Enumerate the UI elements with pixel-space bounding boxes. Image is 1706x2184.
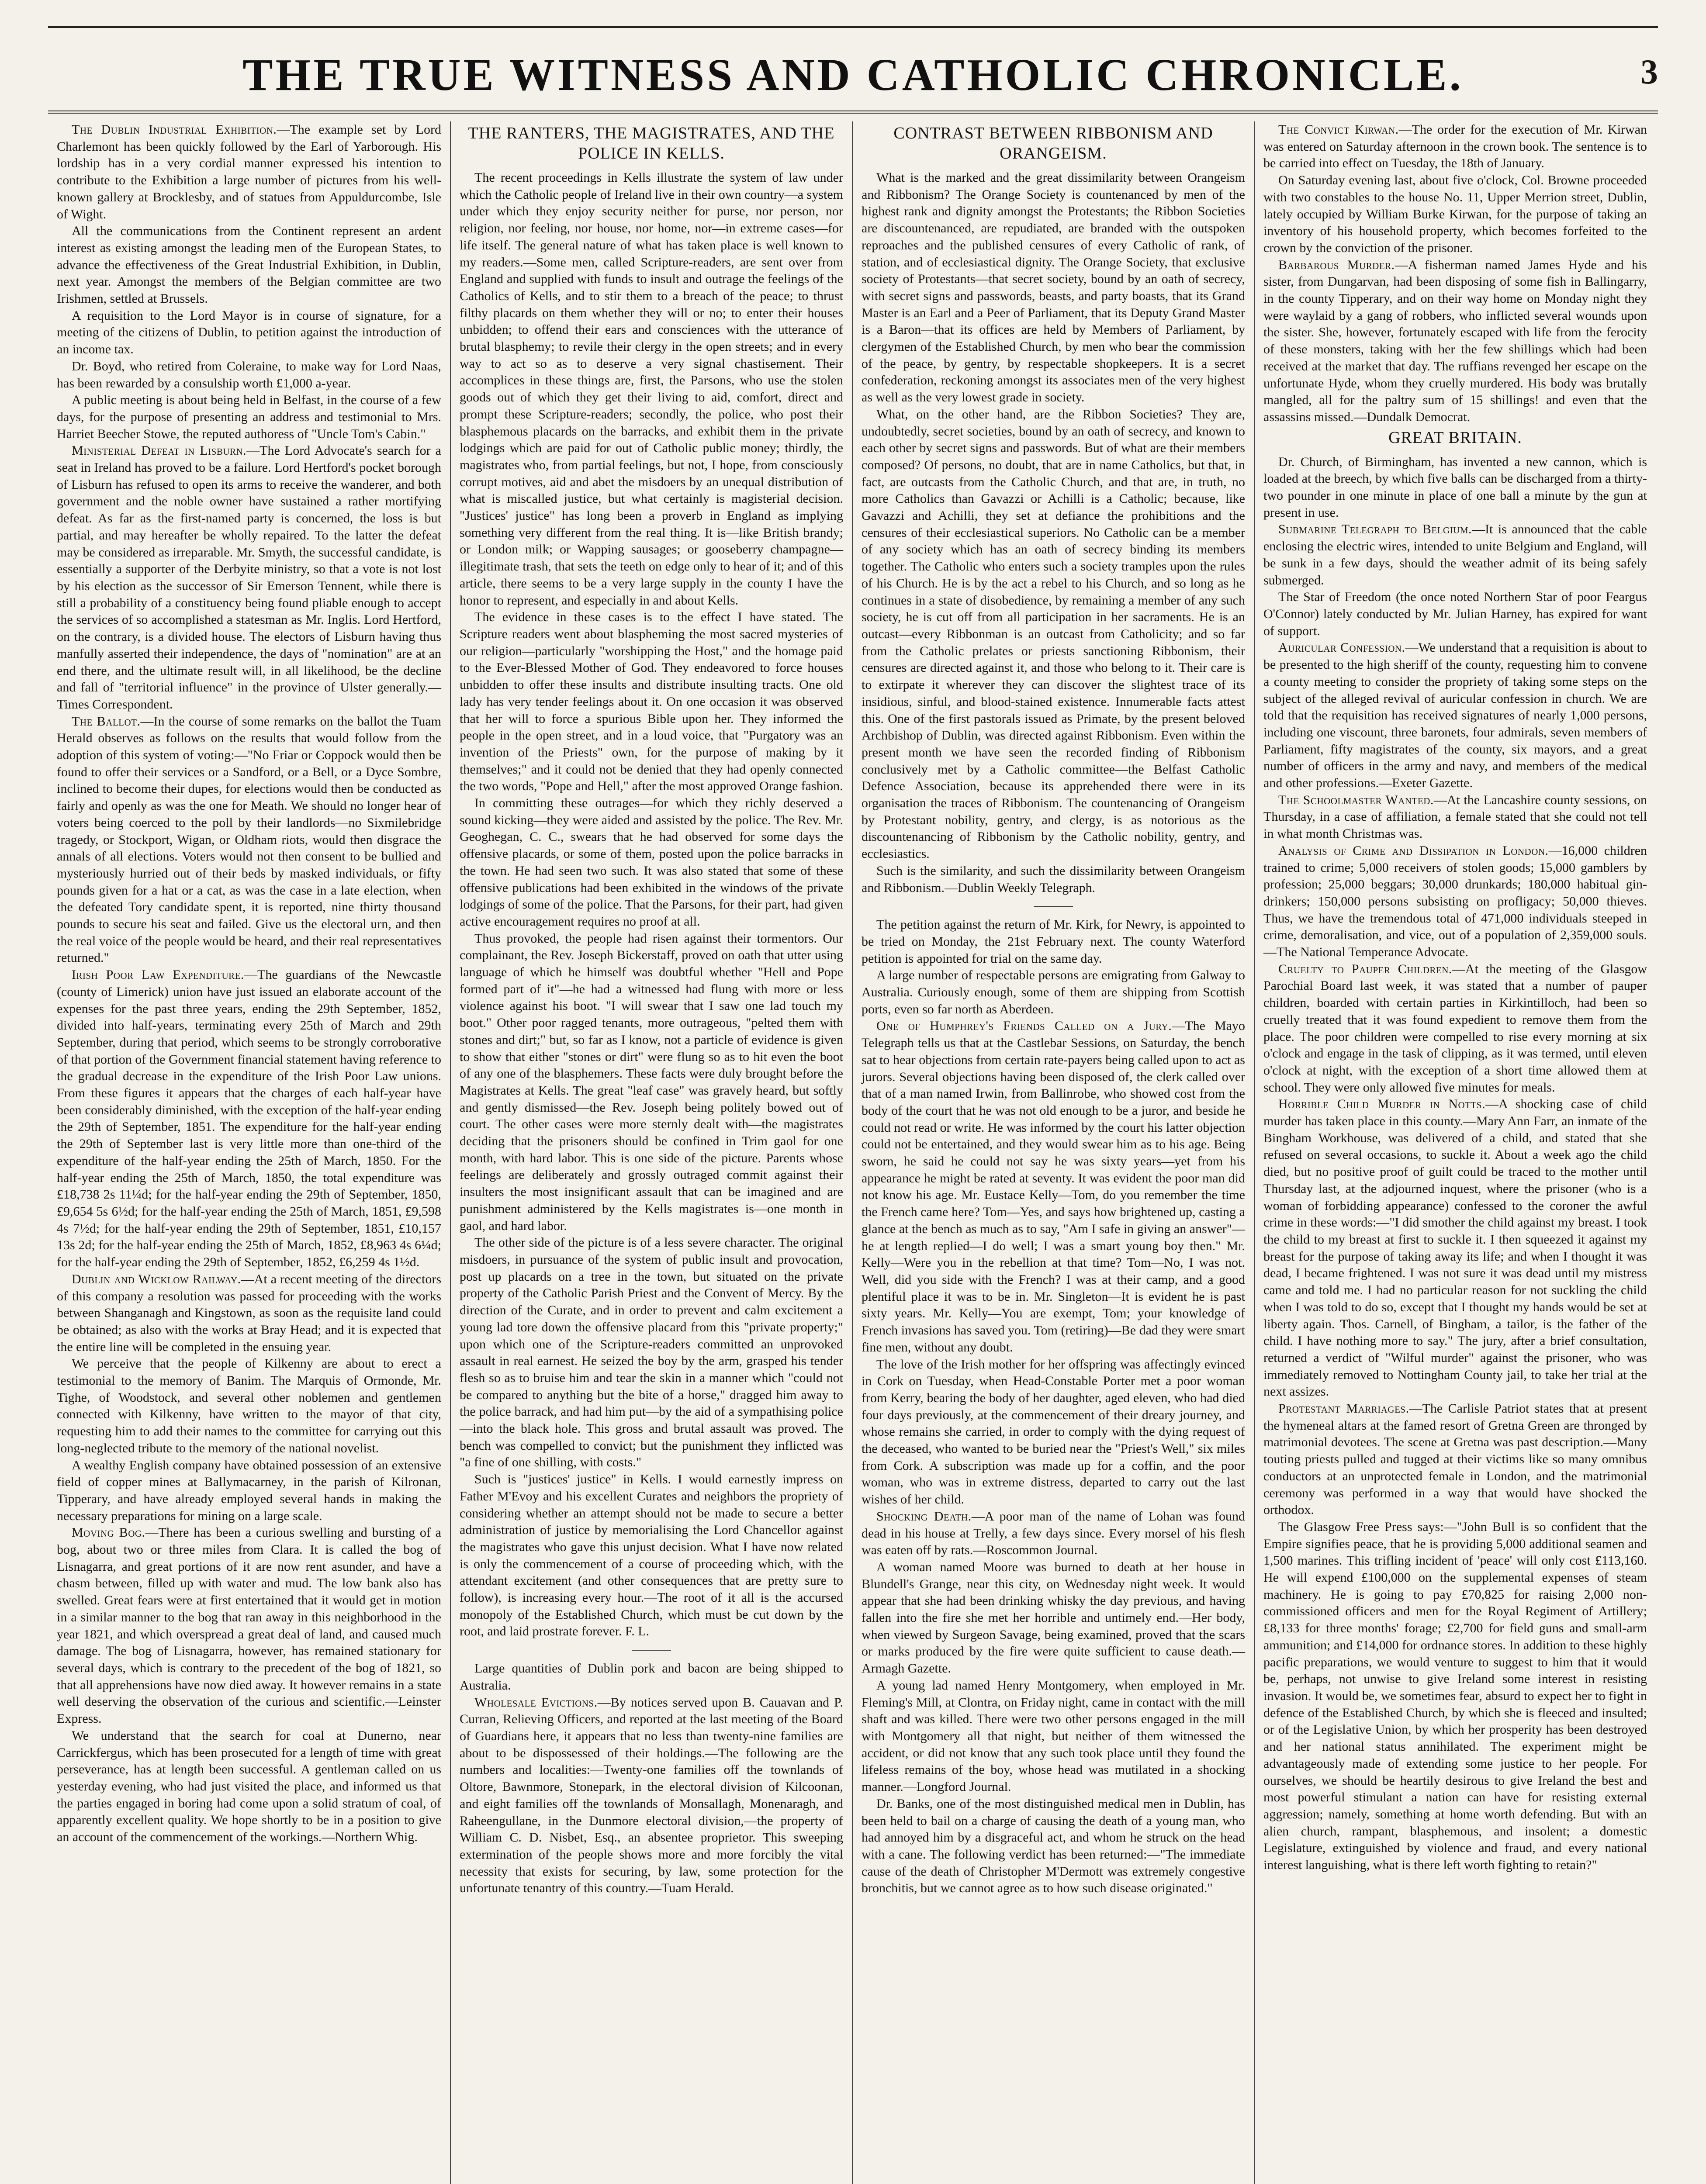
article-body: On Saturday evening last, about five o'clock, Col. Browne proceeded with two constables to the house No. 11, Upper Merrion street, Dublin, lately occupied by William Burke Kirwan, for the purpose of taking an inventory of his household property, which becomes forfeited to the crown by the conviction of the prisoner.: [1263, 173, 1647, 255]
article-paragraph: [862, 1356, 1245, 1508]
article-body: The recent proceedings in Kells illustrate the system of law under which the Catholic people of Ireland live in their own country—a system under which they enjoy security neither for purse, nor person, nor religion, nor feeling, nor house, nor home, nor—in extreme cases—for life itself. The general nature of what has taken place is well known to my readers.—Some men, called Scripture-readers, are sent over from England and supplied with funds to insult and outrage the feelings of the Catholics of Kells, and to stir them to a breach of the peace; to thrust filthy placards on them whether they will or no; to enter their houses unbidden; to offend their ears and consciences with the utterance of brutal blasphemy; to revile their clergy in the open streets; and in every way to act so as to deserve a very signal chastisement. Their accomplices in these things are, first, the Parsons, who use the stolen goods out of which they get their living to aid, comfort, direct and prompt these Scripture-readers; secondly, the police, who post their blasphemous placards on the barracks, and exhibit them in the private lodgings which are paid for out of Catholic public money; thirdly, the magistrates who, from partial feelings, but not, I hope, from consciously corrupt motives, aid and abet the misdoers by an unequal distribution of what is miscalled justice, but what certainly is magisterial decision. "Justices' justice" has long been a proverb in England as implying something very different from the real thing. It is—like British brandy; or London milk; or Wapping sausages; or gooseberry champagne—illegitimate trash, that sets the teeth on edge only to hear of it; and of this article, there seems to be a very large supply in the county I have the honor to represent, and especially in and about Kells.: [460, 170, 843, 608]
article-body: All the communications from the Continent represent an ardent interest as existing amongst the leading men of the European States, to advance the effectiveness of the Great Industrial Exhibition, in Dublin, next year. Amongst the members of the Belgian committee are two Irishmen, settled at Brussels.: [57, 224, 441, 306]
article-paragraph: [862, 1559, 1245, 1677]
article-paragraph: [460, 1660, 843, 1694]
article-body: —16,000 children trained to crime; 5,000 receivers of stolen goods; 15,000 gamblers by profession; 25,000 beggars; 30,000 drunkards; 180,000 habitual gin-drinkers; 150,000 persons subsisting on profligacy; 50,000 thieves. Thus, we have the tremendous total of 471,000 individuals steeped in crime, demoralisation, and vice, out of a population of 2,359,000 souls.—The National Temperance Advocate.: [1263, 843, 1647, 960]
article-body: —At the meeting of the Glasgow Parochial Board last week, it was stated that a number of pauper children, boarded with certain parties in Kirkintilloch, had been so cruelly treated that it was found expedient to remove them from the place. The poor children were compelled to rise every morning at six o'clock and engage in the task of clipping, as it was termed, until eleven o'clock at night, with the exception of a short time allowed them at school. They were only allowed five minutes for meals.: [1263, 961, 1647, 1095]
article-body: Large quantities of Dublin pork and bacon are being shipped to Australia.: [460, 1661, 843, 1693]
article-body: What, on the other hand, are the Ribbon Societies? They are, undoubtedly, secret societies, bound by an oath of secrecy, and known to each other by secret signs and passwords. But of what are their members composed? Of persons, no doubt, that are in name Catholics, but that, in fact, are outcasts from the Catholic Church, and that are, in truth, no more Catholics than Gavazzi or Achilli is a Catholic; because, like Gavazzi and Achilli, they set at defiance the prohibitions and the censures of their ecclesiastical superiors. No Catholic can be a member of any society which has an oath of secrecy binding its members together. The Catholic who enters such a society tramples upon the rules of his Church. He is by the act a rebel to his Church, and so long as he continues in a state of disobedience, by remaining a member of any such society, he is cut off from all participation in her sacraments. He is an outcast—every Ribbonman is an outcast from Catholicity; and so far from the Catholic prelates or priests sanctioning Ribbonism, their censures are directed against it, and those who belong to it. Their care is to extirpate it wherever they can discover the slightest trace of its insidious, sinful, and blood-stained existence. Innumerable facts attest this. One of the first pastorals issued as Primate, by the present beloved Archbishop of Dublin, was directed against Ribbonism. Even within the present month we have seen the recorded finding of Ribbonism conclusively met by a Catholic committee—the Belfast Catholic Defence Association, because its apprehended there were in its organisation the traces of Ribbonism. The countenancing of Orangeism by Protestant nobility, gentry, and clergy, is as notorious as the discountenancing of Ribbonism by the Catholic nobility, gentry, and ecclesiastics.: [862, 407, 1245, 861]
article-paragraph: [57, 392, 441, 442]
article-body: —At the Lancashire county sessions, on Thursday, in a case of affiliation, a female stated that she could not tell in what month Christmas was.: [1263, 792, 1647, 841]
article-body: Such is "justices' justice" in Kells. I would earnestly impress on Father M'Evoy and his excellent Curates and neighbors the propriety of considering whether an attempt should not be made to secure a better administration of justice by memorialising the Lord Chancellor against the magistrates who gave this unjust decision. What I have now related is only the commencement of a course of proceeding which, with the attendant excitement (and other consequences that are pretty sure to follow), is increasing every hour.—The root of it all is the accursed monopoly of the Established Church, which must be cut down by the root, and laid prostrate forever. F. L.: [460, 1472, 843, 1639]
article-paragraph: [57, 121, 441, 223]
article-body: —The order for the execution of Mr. Kirwan was entered on Saturday afternoon in the crown book. The sentence is to be carried into effect on Tuesday, the 18th of January.: [1263, 122, 1647, 171]
article-lead: Horrible Child Murder in Notts.: [1278, 1097, 1485, 1112]
article-body: A woman named Moore was burned to death at her house in Blundell's Grange, near this city, on Wednesday night week. It would appear that she had been drinking whisky the day previous, and having fallen into the fire she met her horrible and untimely end.—Her body, when viewed by Surgeon Savage, being examined, proved that the scars or marks produced by the fire were quite sufficient to cause death.—Armagh Gazette.: [862, 1559, 1245, 1676]
article-body: In committing these outrages—for which they richly deserved a sound kicking—they were aided and assisted by the police. The Rev. Mr. Geoghegan, C. C., swears that he had observed for some days the offensive placards, or some of them, posted upon the police barracks in the town. He had seen two such. It was also stated that some of these offensive publications had been exhibited in the windows of the private lodgings of some of the police. That the Parsons, for their part, had given active encouragement requires no proof at all.: [460, 796, 843, 929]
article-paragraph: [460, 1694, 843, 1897]
masthead-rule: [48, 26, 1658, 28]
article-lead: Protestant Marriages.: [1278, 1401, 1409, 1416]
article-paragraph: [1263, 1519, 1647, 1874]
article-lead: Analysis of Crime and Dissipation in London.: [1278, 843, 1549, 858]
article-paragraph: [862, 1018, 1245, 1356]
article-body: —There has been a curious swelling and bursting of a bog, about two or three miles from Clara. It is called the bog of Lisnagarra, and great portions of it are now rent asunder, and have a chasm between, filled up with water and mud. The low bank also has swelled. Great fears were at first entertained that it would get in motion in a similar manner to the bog that ran away in this neighborhood in the year 1821, and which overspread a great deal of land, and caused much damage. The bog of Lisnagarra, however, has remained stationary for several days, which is contrary to the precedent of the bog of 1821, so that all apprehensions have now died away. It however remains in a state well deserving the observation of the curious and scientific.—Leinster Express.: [57, 1525, 441, 1726]
article-lead: Shocking Death.: [876, 1509, 972, 1524]
article-body: —The Mayo Telegraph tells us that at the Castlebar Sessions, on Saturday, the bench sat to hear objections from certain rate-payers being called upon to act as jurors. Several objections having been disposed of, the clerk called over that of a man named Irwin, from Ballinrobe, who showed cost from the body of the court that he was not old enough to be a juror, and beside he could not read or write. He was informed by the court his latter objection could not be entertained, and they would swear him as to his age. Being sworn, he said he could not say he was sixty years—yet from his appearance he might be rated at seventy. It was evident the poor man did not know his age. Mr. Eustace Kelly—Tom, do you remember the time the French came here? Tom—Yes, and says how brightened up, casting a glance at the bench as much as to say, "Am I safe in giving an answer"—he at length replied—I do well; I was a smart young boy then." Mr. Kelly—Were you in the rebellion at that time? Tom—No, I was not. Well, did you side with the French? I was at their camp, and a good plentiful place it was to be in. Mr. Singleton—It is evident he is past sixty years. Mr. Kelly—You are exempt, Tom; your knowledge of French invasions has saved you. Tom (retiring)—Be dad they were smart fine men, without any doubt.: [862, 1019, 1245, 1355]
article-paragraph: [1263, 639, 1647, 791]
article-paragraph: [57, 223, 441, 308]
article-paragraph: [460, 930, 843, 1235]
section-heading: GREAT BRITAIN.: [1388, 428, 1522, 447]
article-body: —In the course of some remarks on the ballot the Tuam Herald observes as follows on the results that would follow from the adoption of this system of voting:—"No Friar or Coppock would then be found to offer their services or a Sandford, or a Bell, or a Dyce Sombre, inclined to become their dupes, for elections would then be conducted as fairly and openly as was the one for Meath. We should no longer hear of voters being coerced to the poll by their landlords—no Sixmilebridge tragedy, or Stockport, Wigan, or Oldham riots, would then disgrace the annals of all elections. Voters would not then consent to be bullied and mysteriously hurried out of their beds by masked individuals, or fifty pounds given for a hat or a cat, as was the case in a late election, when the defeated Tory candidate spent, it is reported, nine thirty thousand pounds to secure his seat and failed. Give us the electoral urn, and then the real voice of the people would be heard, and their real representatives returned.": [57, 714, 441, 965]
column-heading: THE RANTERS, THE MAGISTRATES, AND THE POLICE IN KELLS.: [468, 124, 835, 162]
article-paragraph: [57, 1524, 441, 1727]
article-body: Such is the similarity, and such the dissimilarity between Orangeism and Ribbonism.—Dublin Weekly Telegraph.: [862, 863, 1245, 895]
section-separator: [1034, 906, 1073, 907]
article-lead: Cruelty to Pauper Children.: [1278, 961, 1452, 976]
article-paragraph: [57, 1728, 441, 1846]
article-body: —It is announced that the cable enclosing the electric wires, intended to unite Belgium and England, will be sunk in a few days, should the weather admit of its being safely submerged.: [1263, 522, 1647, 587]
article-lead: The Schoolmaster Wanted.: [1278, 792, 1434, 807]
article-paragraph: [862, 1677, 1245, 1796]
masthead: [48, 0, 1658, 114]
section-separator: [632, 1650, 671, 1651]
column-3: [852, 121, 1254, 2184]
article-paragraph: [1263, 1400, 1647, 1519]
article-lead: Barbarous Murder.: [1278, 257, 1395, 272]
article-body: —By notices served upon B. Cauavan and P. Curran, Relieving Officers, and reported at the last meeting of the Board of Guardians here, it appears that no less than twenty-nine families are about to be dispossessed of their holdings.—The following are the numbers and localities:—Twenty-one families off the townlands of Oltore, Bawnmore, Stonepark, in the electoral division of Kilcoonan, and eight families off the townlands of Monsallagh, Monenaragh, and Raheengullane, in the Dunmore electoral division,—the property of William C. D. Nisbet, Esq., an absentee proprietor. This sweeping extermination of the people shows more and more forcibly the vital necessity that exists for securing, by law, some protection for the unfortunate tenantry of this country.—Tuam Herald.: [460, 1695, 844, 1896]
article-paragraph: [862, 1508, 1245, 1559]
article-paragraph: [57, 442, 441, 713]
article-body: Dr. Church, of Birmingham, has invented a new cannon, which is loaded at the breech, by which five balls can be discharged from a thirty-two pounder in one minute in place of one ball a minute by the gun at present in use.: [1263, 454, 1647, 520]
article-paragraph: [1263, 589, 1647, 639]
article-paragraph: [460, 795, 843, 930]
article-paragraph: [862, 863, 1245, 896]
article-lead: Moving Bog.: [72, 1525, 145, 1540]
article-lead: The Convict Kirwan.: [1278, 122, 1399, 137]
article-body: —The Carlisle Patriot states that at present the hymeneal altars at the famed resort of Gretna Green are thronged by matrimonial devotees. The scene at Gretna was past description.—Many touting priests pulled and tugged at their victims like so many omnibus conductors at an unprotected female in London, and the matrimonial ceremony was performed in a way that would have shocked the orthodox.: [1263, 1401, 1647, 1517]
article-body: The Glasgow Free Press says:—"John Bull is so confident that the Empire signifies peace, that he is providing 5,000 additional seamen and 1,500 marines. This trifling incident of 'peace' will only cost £113,160. He will expend £100,000 on the supplemental expenses of steam machinery. He is going to pay £70,825 for raising 2,000 non-commissioned officers and men for the Royal Regiment of Artillery; £8,133 for three months' forage; £2,700 for field guns and small-arm ammunition; and £14,000 for ordnance stores. In addition to these highly pacific preparations, we would venture to suggest to him that it would be, perhaps, not unwise to give Ireland some interest in resisting invasion. It would be, we sometimes fear, absurd to expect her to fight in defence of the Established Church, by which she is fleeced and insulted; or of the Legislative Union, by which her prosperity has been destroyed and her national status annihilated. The experiment might be advantageously made of extending some justice to her people. For ourselves, we should be heartily desirous to give Ireland the best and most powerful stimulant a nation can have for resisting external aggression; namely, something at home worth defending. But with an alien church, rampant, blasphemous, and insolent; a domestic Legislature, extinguished by violence and fraud, and every national interest languishing, what is there left worth fighting to retain?": [1263, 1519, 1647, 1873]
article-body: Dr. Boyd, who retired from Coleraine, to make way for Lord Naas, has been rewarded by a consulship worth £1,000 a-year.: [57, 359, 441, 390]
article-body: We understand that the search for coal at Dunerno, near Carrickfergus, which has been prosecuted for a length of time with great perseverance, has at length been successful. A gentleman called on us yesterday evening, who had just visited the place, and informed us that the parties engaged in boring had come upon a solid stratum of coal, of apparently excellent quality. We hope shortly to be in a position to give an account of the commencement of the workings.—Northern Whig.: [57, 1728, 441, 1845]
article-body: A public meeting is about being held in Belfast, in the course of a few days, for the purpose of presenting an address and testimonial to Mrs. Harriet Beecher Stowe, the reputed authoress of "Uncle Tom's Cabin.": [57, 393, 441, 441]
article-body: —At a recent meeting of the directors of this company a resolution was passed for proceeding with the works between Shanganagh and Kingstown, as soon as the requisite land could be obtained; as also with the works at Bray Head; and it is expected that the entire line will be completed in the ensuing year.: [57, 1272, 441, 1354]
article-paragraph: [1263, 521, 1647, 589]
article-paragraph: [862, 967, 1245, 1018]
article-paragraph: [1263, 257, 1647, 426]
article-paragraph: [57, 1355, 441, 1457]
column-2: [450, 121, 852, 2184]
article-body: A wealthy English company have obtained possession of an extensive field of copper mines at Ballymacarney, in the parish of Kilronan, Tipperary, and have already employed several hands in making the necessary preparations for mining on a large scale.: [57, 1458, 441, 1523]
article-body: Dr. Banks, one of the most distinguished medical men in Dublin, has been held to bail on a charge of causing the death of a young man, who had annoyed him by a disgraceful act, and whom he struck on the head with a cane. The following verdict has been returned:—"The immediate cause of the death of Christopher M'Dermott was extremely congestive bronchitis, but we cannot agree as to how such disease originated.": [862, 1796, 1245, 1896]
article-paragraph: [1263, 454, 1647, 522]
article-lead: The Ballot.: [72, 714, 141, 729]
article-paragraph: [460, 609, 843, 795]
article-lead: Ministerial Defeat in Lisburn.: [72, 443, 247, 458]
article-paragraph: [460, 1471, 843, 1640]
article-body: —The Lord Advocate's search for a seat in Ireland has proved to be a failure. Lord Hertford's pocket borough of Lisburn has refused to open its arms to receive the wanderer, and both government and the noble owner have sustained a rather mortifying defeat. As far as the first-named party is concerned, the loss is but partial, and may hereafter be wholly repaired. To the latter the defeat may be considered as irreparable. Mr. Smyth, the successful candidate, is essentially a supporter of the Derbyite ministry, so that a vote is not lost by his election as the successor of Sir Emerson Tennent, while there is still a probability of a constituency being found pliable enough to accept the services of so accomplished a statesman as Mr. Inglis. Lord Hertford, on the contrary, is a divided house. The electors of Lisburn having thus manfully asserted their independence, the days of "nomination" are at an end there, and the ultimate result will, in all likelihood, be the decline and fall of "territorial influence" in the province of Ulster generally.—Times Correspondent.: [57, 443, 441, 712]
article-paragraph: [57, 713, 441, 967]
article-body: —A fisherman named James Hyde and his sister, from Dungarvan, had been disposing of some fish in Ballingarry, in the county Tipperary, and on their way home on Monday night they were waylaid by a gang of robbers, who inflicted several wounds upon the sister. She, however, fortunately escaped with life from the ferocity of these monsters, taking with her the few shillings which had been received at the market that day. The ruffians revenged her escape on the unfortunate Hyde, whom they cruelly murdered. His body was brutally mangled, all for the paltry sum of 15 shillings! and even that the assassins missed.—Dundalk Democrat.: [1263, 257, 1647, 424]
article-body: —We understand that a requisition is about to be presented to the high sheriff of the county, requesting him to convene a county meeting to consider the propriety of taking some steps on the subject of the alleged revival of auricular confession in church. We are told that the requisition has received signatures of nearly 1,000 persons, including one viscount, three baronets, four admirals, seven members of Parliament, fifty magistrates of the county, six mayors, and a great number of officers in the army and navy, and members of the medical and other professions.—Exeter Gazette.: [1263, 640, 1647, 791]
article-paragraph: [1263, 843, 1647, 961]
article-lead: Irish Poor Law Expenditure.: [72, 968, 244, 982]
page-number: 3: [1640, 53, 1658, 91]
article-paragraph: [862, 1796, 1245, 1897]
article-paragraph: [460, 169, 843, 609]
article-paragraph: [1263, 961, 1647, 1096]
article-paragraph: [1263, 792, 1647, 843]
article-paragraph: [57, 1457, 441, 1525]
article-lead: Auricular Confession.: [1278, 640, 1405, 655]
article-lead: One of Humphrey's Friends Called on a Jury.: [876, 1019, 1172, 1033]
article-body: The Star of Freedom (the once noted Northern Star of poor Feargus O'Connor) lately conducted by Mr. Julian Harney, has expired for want of support.: [1263, 590, 1647, 638]
newspaper-title: THE TRUE WITNESS AND CATHOLIC CHRONICLE.: [242, 50, 1464, 100]
article-paragraph: [1263, 172, 1647, 257]
article-body: Thus provoked, the people had risen against their tormentors. Our complainant, the Rev. Joseph Bickerstaff, proved on oath that utter using language of which he himself was doubtful whether "Hell and Pope formed part of it"—he had a witnessed had flung with more or less violence against his boot. "I will swear that I saw one lad touch my boot." Other poor ragged tenants, more outrageous, "pelted them with stones and dirt;" but, so far as I know, not a particle of evidence is given to show that either "stones or dirt" were flung so as to hit even the boot of any one of the blasphemers. These facts were duly brought before the Magistrates at Kells. The great "leaf case" was gravely heard, but softly and gently dismissed—the Rev. Joseph being politely bowed out of court. The other cases were more sternly dealt with—the magistrates deciding that the prisoners should be confined in Trim gaol for one month, with hard labor. This is one side of the picture. Parents whose feelings are deliberately and grossly outraged commit against their insulters the most insignificant assault that can be imagined and are punishment administered by the Kells magistrates is—one month in gaol, and hard labor.: [460, 931, 843, 1233]
article-body: The love of the Irish mother for her offspring was affectingly evinced in Cork on Tuesday, when Head-Constable Porter met a poor woman from Kerry, bearing the body of her daughter, aged eleven, who had died four days previously, at the commencement of their dreary journey, and whose remains she carried, in order to comply with the dying request of the deceased, who wanted to be buried near the "Priest's Well," six miles from Cork. A subscription was made up for a coffin, and the poor woman, who was in extreme distress, departed to carry out the last wishes of her child.: [862, 1357, 1245, 1507]
article-paragraph: [57, 358, 441, 392]
article-paragraph: [862, 406, 1245, 863]
article-body: A requisition to the Lord Mayor is in course of signature, for a meeting of the citizens of Dublin, to petition against the introduction of an income tax.: [57, 308, 441, 357]
article-body: What is the marked and the great dissimilarity between Orangeism and Ribbonism? The Orange Society is countenanced by men of the highest rank and dignity amongst the Protestants; the Ribbon Societies are discountenanced, are repudiated, are branded with the outspoken reproaches and the published censures of every Catholic of rank, of station, and of ecclesiastical dignity. The Orange Society, that exclusive society of Protestants—that secret society, bound by an oath of secrecy, with secret signs and passwords, beasts, and party boasts, that its Grand Master is an Earl and a Peer of Parliament, that its Deputy Grand Master is a Baron—that its offices are held by Members of Parliament, by clergymen of the Established Church, by men who bear the commission of the peace, by gentry, by respectable shopkeepers. It is a secret confederation, reckoning amongst its associates men of the very highest as well as the very lowest grade in society.: [862, 170, 1245, 405]
article-lead: Submarine Telegraph to Belgium.: [1278, 522, 1472, 537]
article-body: A young lad named Henry Montgomery, when employed in Mr. Fleming's Mill, at Clontra, on Friday night, came in contact with the mill shaft and was killed. There were two other persons engaged in the mill with Montgomery all that night, but neither of them witnessed the accident, or did not know that any such took place until they found the lifeless remains of the boy, whose head was mutilated in a shocking manner.—Longford Journal.: [862, 1678, 1245, 1794]
article-body: —The guardians of the Newcastle (county of Limerick) union have just issued an elaborate account of the expenses for the past three years, ending the 29th September, 1852, divided into half-years, terminating every 25th of March and 29th September, during that period, which seems to be strongly corroborative of that portion of the Government financial statement having reference to the gradual decrease in the expenditure of the Irish Poor Law unions. From these figures it appears that the charges of each half-year have been considerably diminished, with the exception of the half-year ending the 29th of September, 1851. The expenditure for the half-year ending the 29th of September last is very little more than one-third of the expenditure of the half-year ending the 25th of March, 1850. For the half-year ending the 25th of March, 1850, the total expenditure was £18,738 2s 11¼d; for the half-year ending the 29th of September, 1850, £9,654 5s 6½d; for the half-year ending the 25th of March, 1851, £9,598 4s 7½d; for the half-year ending the 29th of September, 1851, £10,157 13s 2d; for the half-year ending the 25th of March, 1852, £8,963 4s 6¼d; for the half-year ending the 29th of September, 1852, £6,259 4s 1½d.: [57, 968, 441, 1270]
article-body: The other side of the picture is of a less severe character. The original misdoers, in pursuance of the system of public insult and provocation, post up placards on a tree in the town, but situated on the private property of the Catholic Parish Priest and the Convent of Mercy. By the direction of the Curate, and in order to prevent and calm excitement a young lad tore down the offensive placard from this "private property;" upon which one of the Scripture-readers committed an unprovoked assault in real earnest. He seized the boy by the arm, grasped his tender flesh so as to bruise him and tear the skin in a manner which "could not be compared to anything but the bite of a horse," dragged him away to the police barrack, and had him put—by the aid of a sympathising police—into the black hole. This gross and brutal assault was proved. The bench was compelled to convict; but the punishment they inflicted was "a fine of one shilling, with costs.": [460, 1235, 843, 1470]
column-heading: CONTRAST BETWEEN RIBBONISM AND ORANGEISM.: [893, 124, 1213, 162]
article-body: The petition against the return of Mr. Kirk, for Newry, is appointed to be tried on Monday, the 21st February next. The county Waterford petition is appointed for trial on the same day.: [862, 917, 1245, 966]
article-body: —A shocking case of child murder has taken place in this county.—Mary Ann Farr, an inmate of the Bingham Workhouse, was delivered of a child, and stated that she refused on several occasions, to suckle it. About a week ago the child died, but no positive proof of guilt could be traced to the mother until Thursday last, at the adjourned inquest, where the prisoner (who is a woman of forbidding appearance) confessed to the coroner the awful crime in these words:—"I did smother the child against my breast. I took the child to my breast at first to suckle it. I then squeezed it against my breast for the purpose of taking away its life; and when I thought it was dead, I became frightened. I was not sure it was dead until my mistress came and told me. I had no particular reason for not suckling the child when I was told to do so, except that I thought my hands would be set at liberty again. Thos. Carnell, of Bingham, a tailor, is the father of the child. I have nothing more to say." The jury, after a brief consultation, returned a verdict of "Wilful murder" against the prisoner, who was immediately removed to Nottingham County jail, to take her trial at the next assizes.: [1263, 1097, 1647, 1399]
article-body: —The example set by Lord Charlemont has been quickly followed by the Earl of Yarborough. His lordship has in a very cordial manner expressed his intention to contribute to the Exhibition a large number of pictures from his well-known gallery at Brocklesby, and of statues from Appuldurcombe, Isle of Wight.: [57, 122, 441, 221]
article-paragraph: [57, 967, 441, 1271]
article-lead: Wholesale Evictions.: [474, 1695, 598, 1710]
article-paragraph: [460, 1234, 843, 1471]
article-paragraph: [862, 169, 1245, 406]
article-paragraph: [1263, 1096, 1647, 1400]
article-paragraph: [862, 916, 1245, 967]
article-body: —A poor man of the name of Lohan was found dead in his house at Trelly, a few days since. Every morsel of his flesh was eaten off by rats.—Roscommon Journal.: [862, 1509, 1245, 1558]
article-paragraph: [1263, 121, 1647, 172]
article-columns: [48, 121, 1658, 2184]
article-paragraph: [57, 1271, 441, 1356]
column-1: [48, 121, 450, 2184]
column-4: [1254, 121, 1656, 2184]
article-body: A large number of respectable persons are emigrating from Galway to Australia. Curiously enough, some of them are shipping from Scottish ports, even so far north as Aberdeen.: [862, 968, 1245, 1016]
article-body: We perceive that the people of Kilkenny are about to erect a testimonial to the memory of Banim. The Marquis of Ormonde, Mr. Tighe, of Woodstock, and several other noblemen and gentlemen connected with Kilkenny, have written to the mayor of that city, requesting him to add their names to the committee for carrying out this long-neglected tribute to the memory of the national novelist.: [57, 1356, 441, 1455]
article-lead: Dublin and Wicklow Railway.: [72, 1272, 241, 1286]
article-paragraph: [57, 308, 441, 358]
article-lead: The Dublin Industrial Exhibition.: [72, 122, 277, 137]
article-body: The evidence in these cases is to the effect I have stated. The Scripture readers went about blaspheming the most sacred mysteries of our religion—particularly "worshipping the Host," and the homage paid to the Ever-Blessed Mother of God. They endeavored to force houses unbidden to offer these insults and distribute insulting tracts. One old lady has very tender feelings about it. On one occasion it was observed that her will to force a spurious Bible upon her. They informed the people in the open street, and in a loud voice, that "Purgatory was an invention of the Priests" own, for the purpose of making by it themselves;" and it could not be denied that they had openly connected the two words, "Pope and Hell," after the most approved Orange fashion.: [460, 610, 843, 794]
